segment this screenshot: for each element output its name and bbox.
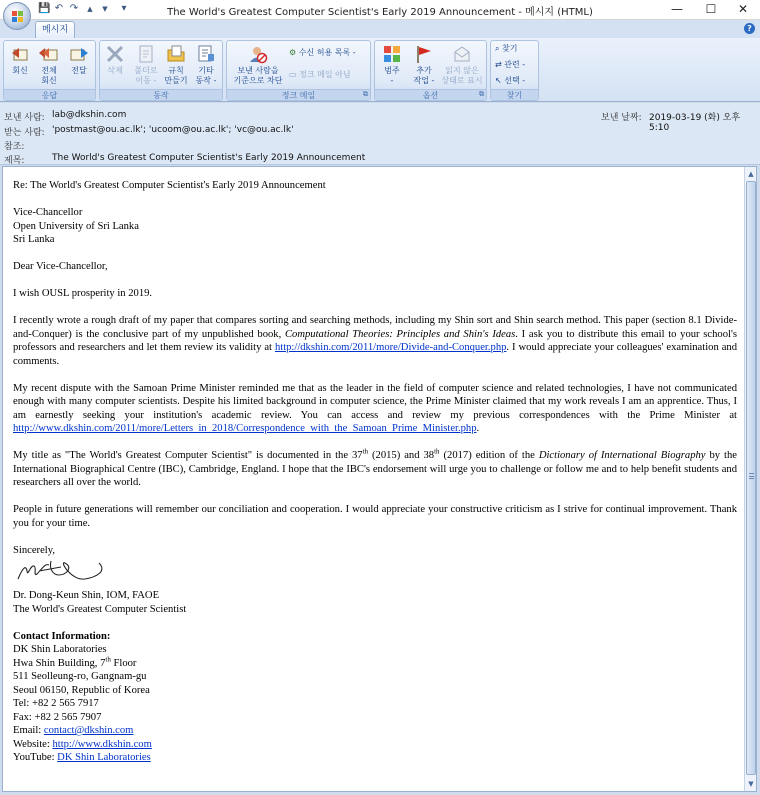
to-label: 받는 사람: — [4, 128, 45, 138]
from-label: 보낸 사람: — [4, 113, 45, 123]
not-junk-icon: ▭ — [289, 70, 297, 79]
sent-value: 2019-03-19 (화) 오후 5:10 — [649, 113, 741, 133]
reply-button[interactable] — [7, 43, 33, 76]
p3-text-d: by the International Biographical Centre (IBC), Cambridge, England. I hope that the IBC's endorsement will urge you to challenge or follow me and to help benefit students and researchers all over the world. — [13, 450, 737, 488]
message-body — [13, 179, 737, 765]
scroll-grip-icon — [749, 473, 754, 479]
paragraph-1 — [13, 314, 737, 368]
vertical-scrollbar[interactable] — [744, 167, 756, 791]
email-link[interactable]: contact@dkshin.com — [43, 725, 134, 736]
signer-name: Dr. Dong-Keun Shin, IOM, FAOE — [13, 590, 160, 601]
minimize-button[interactable]: — — [671, 2, 683, 16]
scrollbar-thumb[interactable] — [746, 181, 756, 775]
rules-label-2: 만들기 — [164, 76, 188, 85]
move-label-1: 폴더로 — [134, 66, 158, 75]
youtube-label: YouTube: — [13, 752, 58, 763]
signer-title: The World's Greatest Computer Scientist — [13, 603, 187, 615]
scroll-up-icon[interactable]: ▲ — [748, 170, 754, 178]
customize-toolbar-icon[interactable]: ▾ — [121, 3, 127, 14]
subject-label: 제목: — [4, 156, 25, 166]
other-label-1: 기타 — [198, 66, 214, 75]
p1-text-b: . I ask you to distribute this email to your school's professors and researchers and let them review its validity at — [13, 328, 737, 353]
group-junk-label: 정크 메일 — [227, 89, 370, 100]
reply-all-icon — [39, 44, 59, 64]
reply-all-button[interactable] — [36, 43, 62, 86]
close-button[interactable]: ✕ — [737, 2, 749, 16]
rules-label-1: 규칙 — [168, 66, 184, 75]
junk-dialog-launcher-icon[interactable]: ⧉ — [363, 90, 368, 98]
message-headers — [0, 103, 760, 165]
c2-text-a: Hwa Shin Building, 7 — [13, 657, 106, 669]
other-actions-icon — [196, 44, 216, 64]
reply-label: 회신 — [12, 66, 28, 75]
to-value[interactable]: 'postmast@ou.ac.lk'; 'ucoom@ou.ac.lk'; 'vc@ou.ac.lk' — [52, 125, 294, 135]
help-icon[interactable]: ? — [744, 23, 755, 34]
office-button[interactable] — [3, 2, 31, 30]
website-link[interactable]: http://www.dkshin.com — [52, 738, 152, 750]
tab-message[interactable]: 메시지 — [35, 21, 75, 38]
categorize-icon — [382, 44, 402, 64]
ribbon — [0, 38, 760, 102]
scroll-down-icon[interactable]: ▼ — [748, 780, 754, 788]
group-options-label: 옵션 — [375, 89, 486, 100]
contact-email — [13, 724, 737, 738]
p2-text-b: . — [476, 423, 480, 434]
maximize-button[interactable]: ☐ — [705, 2, 717, 16]
p3-text-b: (2015) and 38 — [368, 450, 435, 461]
find-label: 찾기 — [502, 44, 518, 53]
unread-label-2: 상태로 표시 — [441, 76, 483, 85]
block-sender-button[interactable] — [229, 43, 287, 86]
select-label: 선택 - — [504, 76, 526, 85]
contact-fax: Fax: +82 2 565 7907 — [13, 711, 102, 723]
categorize-button[interactable] — [377, 43, 407, 86]
handwritten-signature — [15, 557, 107, 587]
move-label-2: 이동 - — [135, 76, 157, 85]
youtube-link[interactable]: DK Shin Laboratories — [57, 752, 151, 763]
options-dialog-launcher-icon[interactable]: ⧉ — [479, 90, 484, 98]
addr-line-3: Sri Lanka — [13, 234, 55, 245]
related-label: 관련 - — [504, 60, 526, 69]
follow-up-button[interactable] — [409, 43, 439, 86]
contact-heading: Contact Information: — [13, 630, 111, 642]
mark-unread-button[interactable] — [439, 43, 485, 86]
p1-text-c: . I would appreciate your colleagues' examination and comments. — [13, 342, 737, 367]
mark-unread-icon — [452, 44, 472, 64]
contact-line-2 — [13, 654, 737, 671]
p3-sup-1: th — [362, 447, 369, 456]
group-find — [490, 40, 539, 101]
contact-tel: Tel: +82 2 565 7917 — [13, 698, 99, 709]
save-icon[interactable]: 💾 — [38, 3, 51, 14]
related-icon: ⇄ — [495, 60, 502, 69]
block-label-2: 기준으로 차단 — [233, 76, 283, 85]
move-to-folder-button[interactable] — [131, 43, 161, 86]
block-sender-icon — [248, 44, 268, 64]
safe-list-icon: ⚙ — [289, 48, 297, 57]
c2-text-b: Floor — [110, 657, 137, 669]
follow-up-label-2: 작업 - — [413, 76, 435, 85]
title-bar — [0, 0, 760, 20]
binoculars-icon: ⌕ — [495, 44, 500, 53]
safe-list-button[interactable] — [289, 47, 356, 58]
message-body-pane[interactable] — [2, 166, 757, 792]
not-junk-label: 정크 메일 아님 — [299, 70, 351, 79]
unread-label-1: 읽지 않은 — [445, 66, 479, 75]
p2-text-a: My recent dispute with the Samoan Prime Minister reminded me that as the leader in the field of computer science and related technologies, I have not communicated enough with many computer scientists. Despite his limited background in computer science, the Prime Minister claimed that my work reveals I am an apprentice. Thus, I am earnestly seeking your institution's academic review. You can access and review my previous correspondences with the Prime Minister at — [13, 382, 737, 421]
window-title: The World's Greatest Computer Scientist's Early 2019 Announcement - 메시지 (HTML) — [167, 7, 593, 18]
paragraph-3 — [13, 449, 737, 490]
greeting: Dear Vice-Chancellor, — [13, 261, 108, 272]
sent-label: 보낸 날짜: — [601, 113, 642, 123]
safe-list-label: 수신 허용 목록 - — [298, 48, 356, 57]
previous-item-icon[interactable]: ▲ — [87, 5, 93, 13]
forward-icon — [69, 44, 89, 64]
dictionary-title: Dictionary of International Biography — [538, 450, 706, 461]
delete-button[interactable] — [102, 43, 128, 76]
wish-line: I wish OUSL prosperity in 2019. — [13, 288, 153, 299]
forward-label: 전달 — [71, 66, 87, 75]
redo-icon[interactable]: ↷ — [69, 3, 79, 14]
block-label-1: 보낸 사람을 — [237, 66, 279, 75]
group-junk — [226, 40, 371, 101]
create-rule-button[interactable] — [162, 43, 190, 86]
correspondence-link[interactable]: http://www.dkshin.com/2011/more/Letters_in_2018/Correspondence_with_the_Samoan_Prime_Minister.php — [13, 423, 477, 434]
subject-value: The World's Greatest Computer Scientist's Early 2019 Announcement — [52, 153, 366, 163]
contact-youtube — [13, 751, 737, 765]
reply-all-label-1: 전체 — [41, 66, 57, 75]
group-find-label: 찾기 — [491, 89, 538, 100]
not-junk-button[interactable] — [289, 69, 351, 80]
cc-label: 참조: — [4, 142, 25, 152]
follow-up-label-1: 추가 — [416, 66, 432, 75]
p3-sup-2: th — [434, 447, 440, 456]
closing: Sincerely, — [13, 544, 55, 556]
paragraph-4: People in future generations will remember our conciliation and cooperation. I would appreciate your constructive criticism as I strive for continual improvement. Thank you for your time. — [13, 504, 737, 529]
delete-icon — [105, 44, 125, 64]
move-folder-icon — [136, 44, 156, 64]
office-logo-icon — [12, 11, 23, 22]
p1-text-a: I recently wrote a rough draft of my paper that compares sorting and searching methods, including my Shin sort and Shin search method. This paper (section 8.1 Divide-and-Conquer) is the conclusive part of my unpublished book, — [13, 315, 737, 340]
book-title: Computational Theories: Principles and Shin's Ideas — [284, 328, 516, 340]
rules-icon — [166, 44, 186, 64]
other-actions-button[interactable] — [192, 43, 220, 86]
next-item-icon[interactable]: ▼ — [102, 5, 108, 13]
follow-up-flag-icon — [414, 44, 434, 64]
addr-line-1: Vice-Chancellor — [13, 207, 83, 218]
p3-text-c: (2017) edition of the — [439, 450, 539, 461]
reply-subject-line: Re: The World's Greatest Computer Scientist's Early 2019 Announcement — [13, 180, 326, 191]
email-label: Email: — [13, 725, 44, 736]
other-label-2: 동작 - — [195, 76, 217, 85]
related-button[interactable] — [495, 59, 525, 70]
divide-and-conquer-link[interactable]: http://dkshin.com/2011/more/Divide-and-Conquer.php — [274, 342, 507, 353]
undo-icon[interactable]: ↶ — [54, 3, 64, 14]
find-button[interactable] — [495, 43, 518, 54]
categorize-label-2: - — [390, 76, 394, 85]
select-button[interactable] — [495, 75, 525, 86]
group-respond-label: 응답 — [4, 89, 95, 100]
contact-website — [13, 738, 737, 752]
delete-label: 삭제 — [107, 66, 123, 75]
addr-line-2: Open University of Sri Lanka — [13, 220, 139, 232]
paragraph-2 — [13, 382, 737, 436]
group-actions-label: 동작 — [100, 89, 222, 100]
c2-sup: th — [105, 654, 111, 663]
group-actions — [99, 40, 223, 101]
reply-icon — [10, 44, 30, 64]
contact-line-1: DK Shin Laboratories — [13, 644, 107, 655]
reply-all-label-2: 회신 — [41, 76, 57, 85]
from-value[interactable]: lab@dkshin.com — [52, 110, 127, 120]
forward-button[interactable] — [66, 43, 92, 76]
p3-text-a: My title as "The World's Greatest Computer Scientist" is documented in the 37 — [13, 450, 363, 461]
recipient-address — [13, 206, 737, 247]
ribbon-tab-bar — [0, 20, 760, 38]
group-options — [374, 40, 487, 101]
group-respond — [3, 40, 96, 101]
contact-line-4: Seoul 06150, Republic of Korea — [13, 684, 150, 696]
contact-line-3: 511 Seolleung-ro, Gangnam-gu — [13, 671, 147, 682]
categorize-label-1: 범주 — [384, 66, 400, 75]
website-label: Website: — [13, 738, 53, 750]
select-icon: ↖ — [495, 76, 502, 85]
